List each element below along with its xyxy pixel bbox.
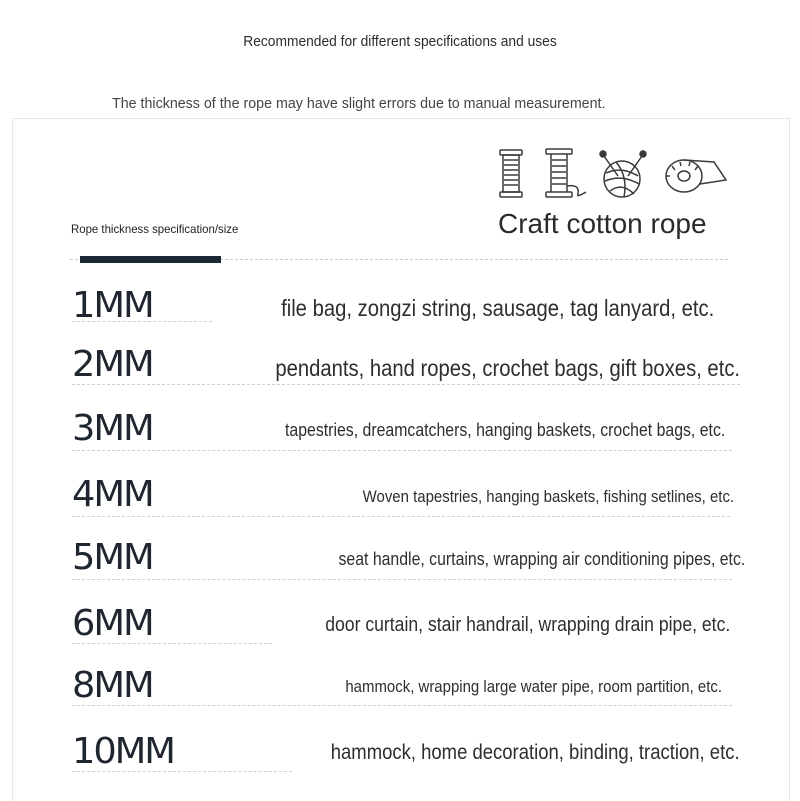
row-divider bbox=[72, 705, 732, 706]
uses-text: seat handle, curtains, wrapping air conditioning pipes, etc. bbox=[338, 549, 745, 569]
measuring-tape-icon bbox=[666, 160, 726, 192]
uses-text: Woven tapestries, hanging baskets, fishing setlines, etc. bbox=[362, 487, 734, 506]
size-label: 4MM bbox=[72, 474, 153, 515]
bobbin-icon bbox=[546, 149, 586, 197]
section-accent-bar bbox=[80, 256, 221, 263]
brand-title: Craft cotton rope bbox=[498, 208, 707, 239]
size-label: 10MM bbox=[72, 731, 174, 772]
uses-text: door curtain, stair handrail, wrapping drain pipe, etc. bbox=[324, 614, 730, 636]
uses-text: file bag, zongzi string, sausage, tag lanyard, etc. bbox=[280, 295, 714, 321]
uses-text: pendants, hand ropes, crochet bags, gift boxes, etc. bbox=[275, 355, 740, 381]
size-label: 1MM bbox=[72, 285, 153, 326]
yarn-ball-icon bbox=[600, 151, 646, 197]
size-label: 6MM bbox=[72, 603, 153, 644]
spec-row bbox=[0, 285, 800, 347]
spec-row bbox=[0, 537, 800, 599]
uses-text: hammock, wrapping large water pipe, room partition, etc. bbox=[345, 677, 722, 696]
uses-text: hammock, home decoration, binding, traction, etc. bbox=[331, 741, 740, 764]
row-divider bbox=[72, 516, 730, 517]
row-divider bbox=[72, 579, 732, 580]
size-label: 5MM bbox=[72, 537, 153, 578]
row-divider bbox=[72, 384, 740, 385]
spec-row bbox=[0, 408, 800, 470]
row-divider bbox=[72, 643, 272, 644]
spec-row bbox=[0, 344, 800, 406]
row-divider bbox=[72, 321, 212, 322]
row-divider bbox=[72, 450, 732, 451]
spec-row bbox=[0, 603, 800, 665]
uses-text: tapestries, dreamcatchers, hanging baskets, crochet bags, etc. bbox=[284, 420, 725, 440]
spec-row bbox=[0, 731, 800, 793]
row-divider bbox=[72, 771, 292, 772]
craft-icons bbox=[496, 146, 732, 202]
spec-row bbox=[0, 474, 800, 536]
size-label: 3MM bbox=[72, 408, 153, 449]
thread-spool-icon bbox=[500, 150, 522, 197]
page-title: Recommended for different specifications and uses bbox=[243, 33, 557, 50]
size-label: 2MM bbox=[72, 344, 153, 385]
size-label: 8MM bbox=[72, 665, 153, 706]
spec-row bbox=[0, 665, 800, 727]
section-label: Rope thickness specification/size bbox=[71, 222, 239, 236]
measurement-note: The thickness of the rope may have slight errors due to manual measurement. bbox=[112, 95, 606, 112]
